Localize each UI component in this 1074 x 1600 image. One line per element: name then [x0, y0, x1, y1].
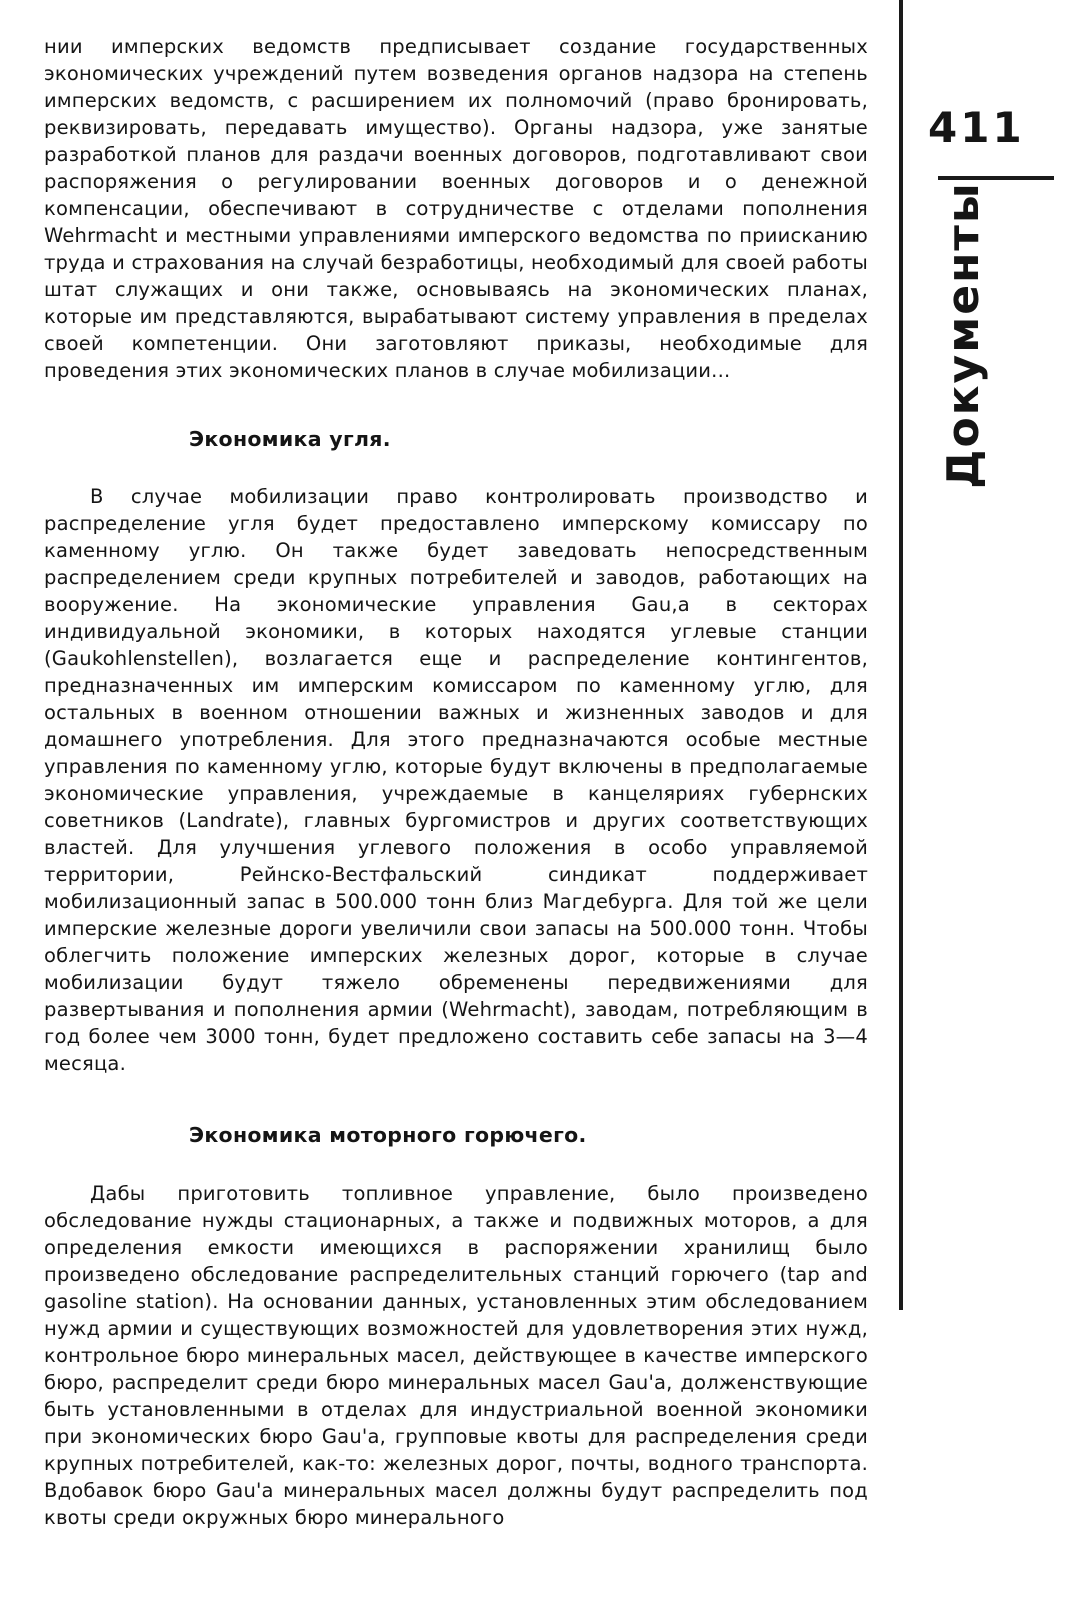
- section-heading-coal: Экономика угля.: [189, 427, 391, 451]
- section-paragraph-motor-fuel: Дабы приготовить топливное управление, было произведено обследование нужды стационарных, а также и подвижных моторов, а для определения емкости имеющихся в распоряжении хранилищ было произведено обследование распределительных станций горючего (tap and gasoline station). На основании данных, установленных этим обследованием нужд армии и существующих возможностей для удовлетворения этих нужд, контрольное бюро минеральных масел, действующее в качестве имперского бюро, распределит среди бюро минеральных масел Gau'a, долженствующие быть установленными в отделах для индустриальной военной экономики при экономических бюро Gau'a, групповые квоты для распределения среди крупных потребителей, как-то: железных дорог, почты, водного транспорта. Вдобавок бюро Gau'a минеральных масел должны будут распределить под квоты среди окружных бюро минерального: [44, 1182, 868, 1529]
- running-head: Документы: [938, 181, 989, 489]
- text-column: [44, 33, 868, 1531]
- vertical-margin-rule: [899, 0, 903, 1310]
- header-rule: [938, 176, 1054, 180]
- section-heading-motor-fuel: Экономика моторного горючего.: [189, 1123, 587, 1147]
- intro-paragraph: нии имперских ведомств предписывает создание государственных экономических учреждений путем возведения органов надзора на степень имперских ведомств, с расширением их полномочий (право бронировать, реквизировать, передавать имущество). Органы надзора, уже занятые разработкой планов для раздачи военных договоров, подготавливают свои распоряжения о регулировании военных договоров и о денежной компенсации, обеспечивают в сотрудничестве с отделами пополнения Wehrmacht и местными управлениями имперского ведомства по приисканию труда и страхования на случай безработицы, необходимый для своей работы штат служащих и они также, основываясь на экономических планах, которые им представляются, вырабатывают систему управления в пределах своей компетенции. Они заготовляют приказы, необходимые для проведения этих экономических планов в случае мобилизации...: [44, 35, 868, 382]
- page-number: 411: [928, 103, 1025, 152]
- section-paragraph-coal: В случае мобилизации право контролировать производство и распределение угля будет предоставлено имперскому комиссару по каменному углю. Он также будет заведовать непосредственным распределением среди крупных потребителей и заводов, работающих на вооружение. На экономические управления Gau,a в секторах индивидуальной экономики, в которых находятся углевые станции (Gaukohlenstellen), возлагается еще и распределение контингентов, предназначенных им имперским комиссаром по каменному углю, для остальных в военном отношении важных и жизненных заводов и для домашнего употребления. Для этого предназначаются особые местные управления по каменному углю, которые будут включены в предполагаемые экономические управления, учреждаемые в канцеляриях губернских советников (Landrate), главных бургомистров и других соответствующих властей. Для улучшения углевого положения в особо управляемой территории, Рейнско-Вестфальский синдикат поддерживает мобилизационный запас в 500.000 тонн близ Магдебурга. Для той же цели имперские железные дороги увеличили свои запасы на 500.000 тонн. Чтобы облегчить положение имперских железных дорог, которые в случае мобилизации будут тяжело обременены передвижениями для развертывания и пополнения армии (Wehrmacht), заводам, потребляющим в год более чем 3000 тонн, будет предложено составить себе запасы на 3—4 месяца.: [44, 485, 868, 1075]
